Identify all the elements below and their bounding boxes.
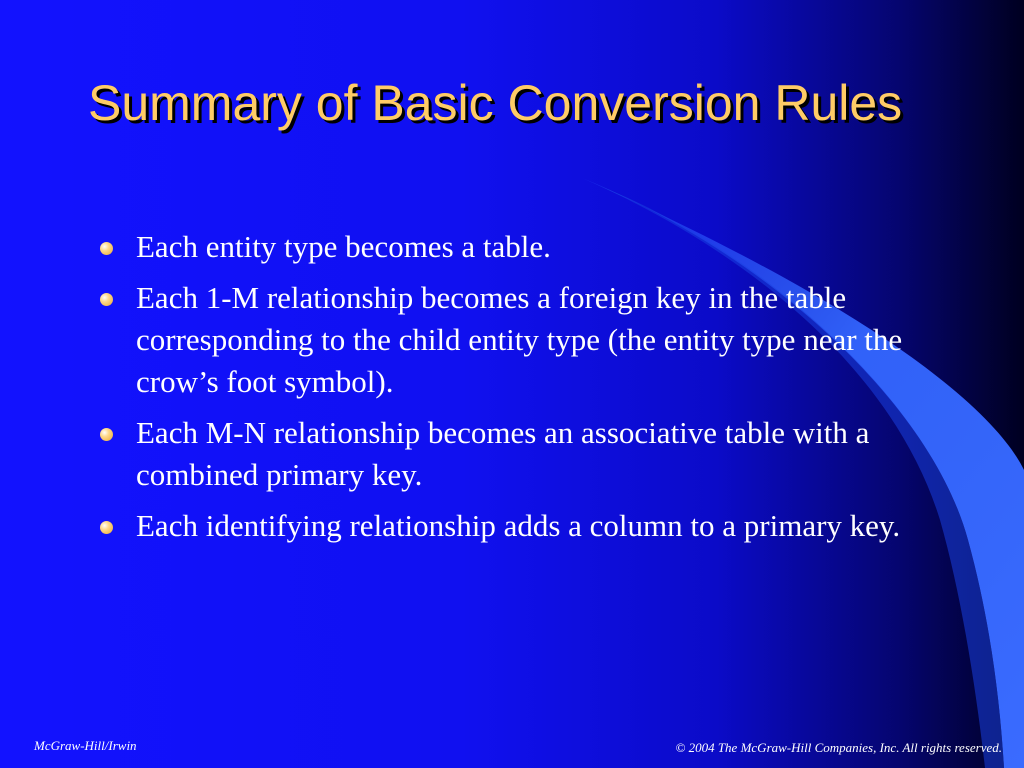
footer-publisher: McGraw-Hill/Irwin bbox=[34, 738, 137, 753]
bullet-dot-icon bbox=[100, 521, 113, 534]
footer-copyright: © 2004 The McGraw-Hill Companies, Inc. All rights reserved. bbox=[675, 740, 1002, 755]
bullet-text: Each identifying relationship adds a column to a primary key. bbox=[136, 508, 901, 543]
bullet-item bbox=[100, 226, 920, 268]
slide-title: Summary of Basic Conversion Rules bbox=[88, 75, 903, 131]
bullet-dot-icon bbox=[100, 242, 113, 255]
bullet-item bbox=[100, 277, 920, 403]
bullet-text: Each 1-M relationship becomes a foreign key in the table corresponding to the child entity type (the entity type near the crow’s foot symbol). bbox=[136, 280, 903, 399]
bullet-list bbox=[100, 226, 920, 556]
bullet-dot-icon bbox=[100, 428, 113, 441]
bullet-item bbox=[100, 412, 920, 496]
bullet-item bbox=[100, 505, 920, 547]
bullet-text: Each entity type becomes a table. bbox=[136, 229, 551, 264]
bullet-text: Each M-N relationship becomes an associative table with a combined primary key. bbox=[136, 415, 870, 492]
bullet-dot-icon bbox=[100, 293, 113, 306]
